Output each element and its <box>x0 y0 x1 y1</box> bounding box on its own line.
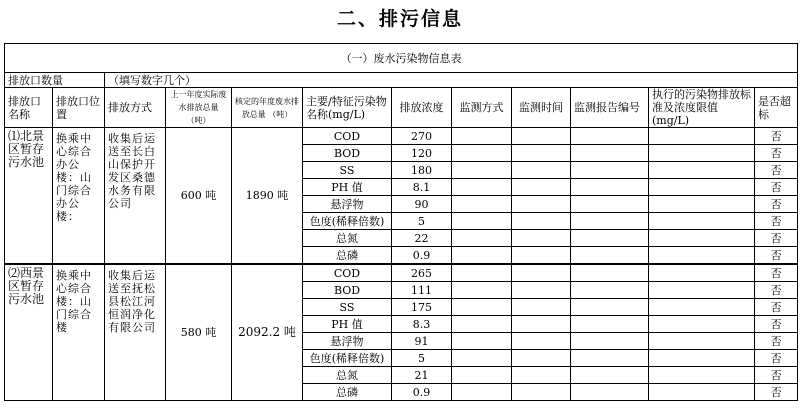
outlet-name-cell: ⑵西景区暂存污水池 <box>5 264 53 401</box>
concentration-cell: 120 <box>392 145 452 162</box>
monitor-time-cell <box>512 299 571 316</box>
outlet-count-row <box>5 73 798 88</box>
monitor-method-cell <box>452 282 512 299</box>
monitor-method-cell <box>452 316 512 333</box>
exceeded-cell: 否 <box>755 145 798 162</box>
concentration-cell: 90 <box>392 196 452 213</box>
monitor-method-cell <box>452 196 512 213</box>
standard-cell <box>649 247 755 265</box>
outlet-count-label: 排放口数量 <box>5 73 105 88</box>
exceeded-cell: 否 <box>755 230 798 247</box>
report-no-cell <box>571 316 649 333</box>
report-no-cell <box>571 282 649 299</box>
pollutant-name-cell: 总氮 <box>303 367 392 384</box>
standard-cell <box>649 264 755 282</box>
pollutant-name-cell: 色度(稀释倍数) <box>303 213 392 230</box>
header-outlet-name: 排放口名称 <box>5 88 53 128</box>
concentration-cell: 5 <box>392 213 452 230</box>
report-no-cell <box>571 247 649 265</box>
pollutant-name-cell: COD <box>303 128 392 145</box>
header-outlet-location: 排放口位置 <box>53 88 105 128</box>
standard-cell <box>649 299 755 316</box>
pollutant-name-cell: COD <box>303 264 392 282</box>
table-header-row <box>5 88 798 128</box>
pollutant-name-cell: 悬浮物 <box>303 196 392 213</box>
concentration-cell: 21 <box>392 367 452 384</box>
report-no-cell <box>571 367 649 384</box>
monitor-method-cell <box>452 247 512 265</box>
exceeded-cell: 否 <box>755 196 798 213</box>
exceeded-cell: 否 <box>755 299 798 316</box>
monitor-time-cell <box>512 196 571 213</box>
header-exceeded: 是否超标 <box>755 88 798 128</box>
report-no-cell <box>571 299 649 316</box>
monitor-time-cell <box>512 316 571 333</box>
exceeded-cell: 否 <box>755 316 798 333</box>
pollutant-name-cell: PH 值 <box>303 179 392 196</box>
monitor-method-cell <box>452 384 512 401</box>
pollutant-name-cell: 总磷 <box>303 247 392 265</box>
actual-total-cell: 600 吨 <box>166 128 232 265</box>
header-pollutant-name: 主要/特征污染物名称(mg/L) <box>303 88 392 128</box>
concentration-cell: 8.3 <box>392 316 452 333</box>
monitor-time-cell <box>512 162 571 179</box>
approved-total-cell: 1890 吨 <box>232 128 303 265</box>
monitor-time-cell <box>512 384 571 401</box>
report-no-cell <box>571 128 649 145</box>
concentration-cell: 0.9 <box>392 247 452 265</box>
standard-cell <box>649 196 755 213</box>
standard-cell <box>649 316 755 333</box>
report-no-cell <box>571 350 649 367</box>
exceeded-cell: 否 <box>755 282 798 299</box>
table-caption-row <box>5 44 798 73</box>
monitor-method-cell <box>452 367 512 384</box>
monitor-method-cell <box>452 230 512 247</box>
pollutant-name-cell: BOD <box>303 282 392 299</box>
pollutant-name-cell: 悬浮物 <box>303 333 392 350</box>
table-row <box>5 128 798 145</box>
standard-cell <box>649 384 755 401</box>
header-standard: 执行的污染物排放标准及浓度限值(mg/L) <box>649 88 755 128</box>
outlet-location-cell: 换乘中心综合办公楼：山门综合办公楼： <box>53 128 105 265</box>
monitor-time-cell <box>512 367 571 384</box>
concentration-cell: 22 <box>392 230 452 247</box>
exceeded-cell: 否 <box>755 264 798 282</box>
monitor-method-cell <box>452 162 512 179</box>
monitor-time-cell <box>512 179 571 196</box>
standard-cell <box>649 350 755 367</box>
header-discharge-method: 排放方式 <box>105 88 166 128</box>
concentration-cell: 175 <box>392 299 452 316</box>
exceeded-cell: 否 <box>755 179 798 196</box>
report-no-cell <box>571 384 649 401</box>
standard-cell <box>649 333 755 350</box>
concentration-cell: 8.1 <box>392 179 452 196</box>
exceeded-cell: 否 <box>755 350 798 367</box>
concentration-cell: 111 <box>392 282 452 299</box>
monitor-method-cell <box>452 333 512 350</box>
standard-cell <box>649 179 755 196</box>
pollutant-name-cell: 总氮 <box>303 230 392 247</box>
section-title: 二、排污信息 <box>336 8 463 30</box>
discharge-method-cell: 收集后运送至抚松县松江河恒润净化有限公司 <box>105 264 166 401</box>
outlet-location-cell: 换乘中心综合楼：山门综合楼 <box>53 264 105 401</box>
wastewater-pollutant-table <box>4 43 798 401</box>
monitor-time-cell <box>512 264 571 282</box>
standard-cell <box>649 128 755 145</box>
outlet-name-cell: ⑴北景区暂存污水池 <box>5 128 53 265</box>
table-caption: （一）废水污染物信息表 <box>5 44 798 73</box>
concentration-cell: 270 <box>392 128 452 145</box>
standard-cell <box>649 162 755 179</box>
outlet-count-hint: （填写数字几个） <box>105 73 798 88</box>
monitor-method-cell <box>452 350 512 367</box>
exceeded-cell: 否 <box>755 128 798 145</box>
report-no-cell <box>571 333 649 350</box>
monitor-time-cell <box>512 350 571 367</box>
monitor-time-cell <box>512 247 571 265</box>
monitor-time-cell <box>512 213 571 230</box>
report-no-cell <box>571 179 649 196</box>
concentration-cell: 91 <box>392 333 452 350</box>
monitor-method-cell <box>452 128 512 145</box>
concentration-cell: 0.9 <box>392 384 452 401</box>
header-concentration: 排放浓度 <box>392 88 452 128</box>
monitor-method-cell <box>452 264 512 282</box>
monitor-time-cell <box>512 145 571 162</box>
report-no-cell <box>571 162 649 179</box>
report-no-cell <box>571 196 649 213</box>
exceeded-cell: 否 <box>755 367 798 384</box>
report-no-cell <box>571 230 649 247</box>
monitor-time-cell <box>512 128 571 145</box>
exceeded-cell: 否 <box>755 213 798 230</box>
concentration-cell: 265 <box>392 264 452 282</box>
monitor-method-cell <box>452 213 512 230</box>
monitor-method-cell <box>452 145 512 162</box>
monitor-method-cell <box>452 179 512 196</box>
pollutant-name-cell: 总磷 <box>303 384 392 401</box>
standard-cell <box>649 367 755 384</box>
standard-cell <box>649 213 755 230</box>
monitor-time-cell <box>512 333 571 350</box>
pollutant-name-cell: PH 值 <box>303 316 392 333</box>
table-row <box>5 264 798 282</box>
header-actual-total: 上一年度实际废水排放总量（吨） <box>166 88 232 128</box>
concentration-cell: 5 <box>392 350 452 367</box>
monitor-method-cell <box>452 299 512 316</box>
report-no-cell <box>571 145 649 162</box>
discharge-method-cell: 收集后运送至长白山保护开发区桑德水务有限公司 <box>105 128 166 265</box>
report-no-cell <box>571 213 649 230</box>
pollutant-name-cell: SS <box>303 162 392 179</box>
standard-cell <box>649 145 755 162</box>
pollutant-name-cell: SS <box>303 299 392 316</box>
header-report-no: 监测报告编号 <box>571 88 649 128</box>
exceeded-cell: 否 <box>755 247 798 265</box>
exceeded-cell: 否 <box>755 162 798 179</box>
header-approved-total: 核定的年度废水排放总量 （吨） <box>232 88 303 128</box>
standard-cell <box>649 282 755 299</box>
pollutant-name-cell: 色度(稀释倍数) <box>303 350 392 367</box>
header-monitor-method: 监测方式 <box>452 88 512 128</box>
exceeded-cell: 否 <box>755 384 798 401</box>
concentration-cell: 180 <box>392 162 452 179</box>
exceeded-cell: 否 <box>755 333 798 350</box>
pollutant-name-cell: BOD <box>303 145 392 162</box>
report-no-cell <box>571 264 649 282</box>
monitor-time-cell <box>512 282 571 299</box>
standard-cell <box>649 230 755 247</box>
approved-total-cell: 2092.2 吨 <box>232 264 303 401</box>
monitor-time-cell <box>512 230 571 247</box>
actual-total-cell: 580 吨 <box>166 264 232 401</box>
header-monitor-time: 监测时间 <box>512 88 571 128</box>
